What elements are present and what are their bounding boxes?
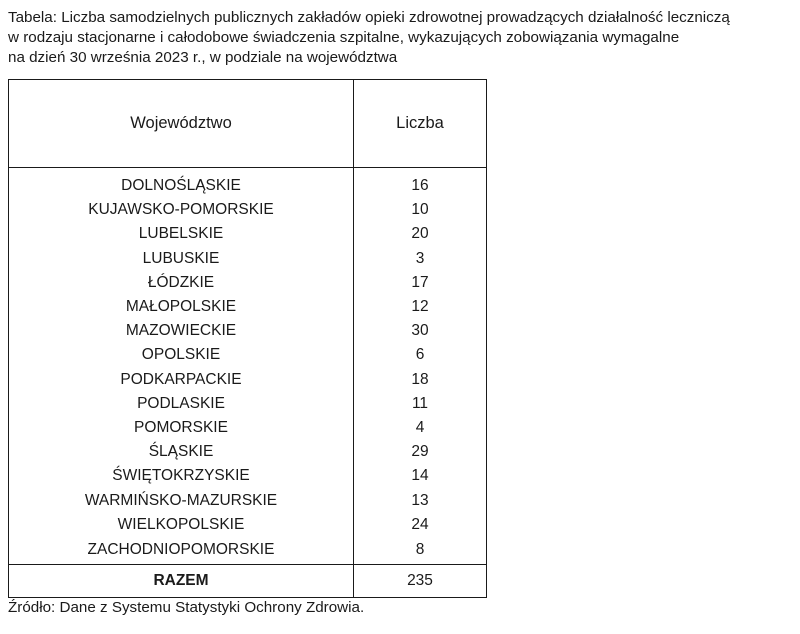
- cell-region: WARMIŃSKO-MAZURSKIE: [9, 488, 354, 512]
- cell-count: 12: [354, 295, 487, 319]
- cell-count: 30: [354, 319, 487, 343]
- cell-region: PODKARPACKIE: [9, 368, 354, 392]
- table-row: [9, 198, 487, 222]
- cell-region: MAZOWIECKIE: [9, 319, 354, 343]
- cell-region: DOLNOŚLĄSKIE: [9, 174, 354, 198]
- cell-count: 6: [354, 343, 487, 367]
- caption-line-2: w rodzaju stacjonarne i całodobowe świadczenia szpitalne, wykazujących zobowiązania wymagalne: [8, 29, 680, 46]
- source-note: Źródło: Dane z Systemu Statystyki Ochrony Zdrowia.: [8, 599, 365, 616]
- table-row: [9, 271, 487, 295]
- cell-region: MAŁOPOLSKIE: [9, 295, 354, 319]
- cell-region: POMORSKIE: [9, 416, 354, 440]
- cell-region: LUBUSKIE: [9, 247, 354, 271]
- table-row: [9, 222, 487, 246]
- cell-count: 29: [354, 440, 487, 464]
- cell-count: 16: [354, 174, 487, 198]
- table-caption: [8, 8, 793, 68]
- table-row: [9, 513, 487, 537]
- header-count: Liczba: [354, 80, 487, 168]
- cell-count: 14: [354, 464, 487, 488]
- table-row: [9, 392, 487, 416]
- header-region: Województwo: [9, 80, 354, 168]
- table-row: [9, 416, 487, 440]
- table-header-row: [9, 80, 487, 168]
- cell-count: 24: [354, 513, 487, 537]
- cell-count: 4: [354, 416, 487, 440]
- data-table: [8, 79, 487, 598]
- cell-region: PODLASKIE: [9, 392, 354, 416]
- cell-count: 10: [354, 198, 487, 222]
- cell-count: 20: [354, 222, 487, 246]
- cell-region: WIELKOPOLSKIE: [9, 513, 354, 537]
- cell-count: 17: [354, 271, 487, 295]
- caption-line-3: na dzień 30 września 2023 r., w podziale na województwa: [8, 49, 398, 66]
- cell-region: ZACHODNIOPOMORSKIE: [9, 537, 354, 565]
- table-row: [9, 464, 487, 488]
- table-total-row: [9, 564, 487, 597]
- cell-region: OPOLSKIE: [9, 343, 354, 367]
- cell-region: ŁÓDZKIE: [9, 271, 354, 295]
- cell-region: ŚLĄSKIE: [9, 440, 354, 464]
- cell-region: KUJAWSKO-POMORSKIE: [9, 198, 354, 222]
- cell-region: ŚWIĘTOKRZYSKIE: [9, 464, 354, 488]
- table-row: [9, 174, 487, 198]
- cell-region: LUBELSKIE: [9, 222, 354, 246]
- cell-count: 18: [354, 368, 487, 392]
- table-row: [9, 319, 487, 343]
- table-body: [9, 168, 487, 565]
- caption-line-1: Tabela: Liczba samodzielnych publicznych zakładów opieki zdrowotnej prowadzących działalność leczniczą: [8, 9, 730, 26]
- table-row: [9, 537, 487, 565]
- table-row: [9, 247, 487, 271]
- table-row: [9, 295, 487, 319]
- total-label: RAZEM: [9, 564, 354, 597]
- total-count: 235: [354, 564, 487, 597]
- table-row: [9, 368, 487, 392]
- cell-count: 13: [354, 488, 487, 512]
- table-row: [9, 440, 487, 464]
- table-row: [9, 488, 487, 512]
- cell-count: 3: [354, 247, 487, 271]
- cell-count: 8: [354, 537, 487, 565]
- cell-count: 11: [354, 392, 487, 416]
- table-row: [9, 343, 487, 367]
